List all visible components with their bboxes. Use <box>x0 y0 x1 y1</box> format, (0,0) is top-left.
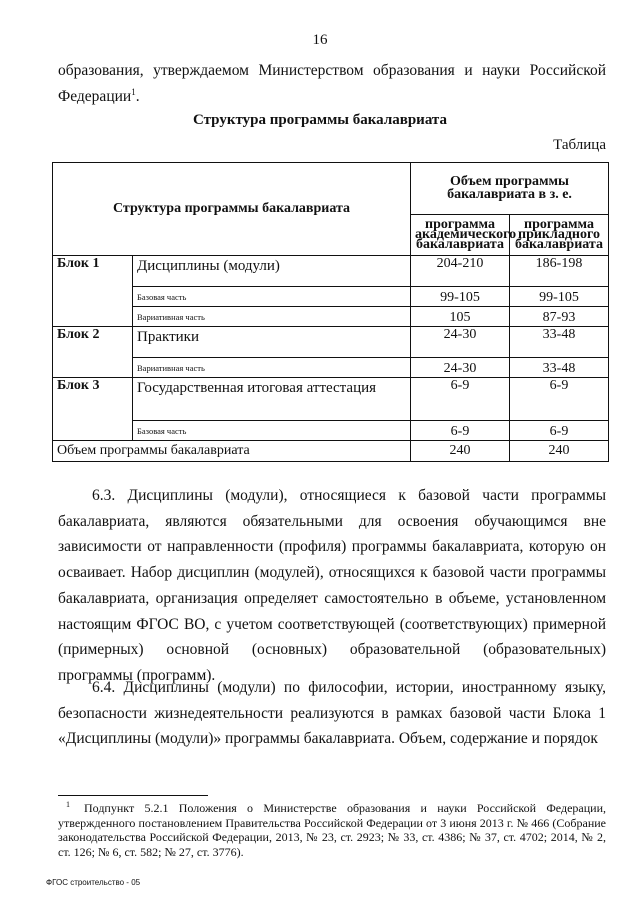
header-structure: Структура программы бакалавриата <box>53 163 411 256</box>
block-1-row-1-name: Базовая часть <box>133 287 411 307</box>
table-row <box>53 421 609 441</box>
block-1-name: Дисциплины (модули) <box>133 256 411 287</box>
block-2-row-1-applied: 33-48 <box>510 358 609 378</box>
block-2-row-1-name: Вариативная часть <box>133 358 411 378</box>
block-3-row-1-applied: 6-9 <box>510 421 609 441</box>
block-2-row-1-academic: 24-30 <box>411 358 510 378</box>
footnote-separator <box>58 795 208 796</box>
paragraph-6-3: 6.3. Дисциплины (модули), относящиеся к базовой части программы бакалавриата, являются обязательными для освоения обучающимся вне зависимости от направленности (профиля) программы бакалавриата, которую он осваивает. Набор дисциплин (модулей), относящихся к базовой части программы бакалавриата, организация определяет самостоятельно в объеме, установленном настоящим ФГОС ВО, с учетом соответствующей (соответствующих) примерной (примерных) основной (основных) образовательной (образовательных) программы (программ). <box>58 487 606 684</box>
header-applied: программа прикладного бакалавриата <box>510 214 609 255</box>
lead-line-2-text: Федерации <box>58 88 132 105</box>
block-1-academic: 204-210 <box>411 256 510 287</box>
footnote-text: Подпункт 5.2.1 Положения о Министерстве образования и науки Российской Федерации, утвержденного постановлением Правительства Российской Федерации от 3 июня 2013 г. № 466 (Собрание законодательства Российской Федерации, 2013, № 23, ст. 2923; № 33, ст. 4386; № 37, ст. 4702; 2014, № 2, ст. 126; № 6, ст. 582; № 27, ст. 3776). <box>58 801 606 860</box>
footnote-reference[interactable]: 1 <box>131 86 136 97</box>
table-title: Структура программы бакалавриата <box>193 112 447 128</box>
paragraph-6-4: 6.4. Дисциплины (модули) по философии, истории, иностранному языку, безопасности жизнедеятельности реализуются в рамках базовой части Блока 1 «Дисциплины (модули)» программы бакалавриата. Объем, содержание и порядок <box>58 679 606 748</box>
lead-line-1: образования, утверждаемом Министерством образования и науки Российской <box>58 62 606 79</box>
table-row <box>53 256 609 287</box>
block-3-academic: 6-9 <box>411 378 510 421</box>
total-name: Объем программы бакалавриата <box>53 441 411 462</box>
block-3-name: Государственная итоговая аттестация <box>133 378 411 421</box>
header-academic: программа академического бакалавриата <box>411 214 510 255</box>
table-row <box>53 358 609 378</box>
lead-line-2 <box>58 84 606 110</box>
table-total-row <box>53 441 609 462</box>
block-3-row-1-name: Базовая часть <box>133 421 411 441</box>
block-3-row-1-academic: 6-9 <box>411 421 510 441</box>
block-2-name: Практики <box>133 327 411 358</box>
block-2-label: Блок 2 <box>53 327 133 378</box>
program-structure-table <box>52 162 609 462</box>
block-1-row-1-academic: 99-105 <box>411 287 510 307</box>
block-2-applied: 33-48 <box>510 327 609 358</box>
table-row <box>53 378 609 421</box>
block-1-row-2-applied: 87-93 <box>510 307 609 327</box>
block-1-label: Блок 1 <box>53 256 133 327</box>
header-volume: Объем программы бакалавриата в з. е. <box>411 163 609 215</box>
lead-line-2-end: . <box>135 88 140 105</box>
block-3-applied: 6-9 <box>510 378 609 421</box>
table-row <box>53 327 609 358</box>
table-caption: Таблица <box>553 137 606 153</box>
table-header-row <box>53 163 609 215</box>
block-1-row-2-academic: 105 <box>411 307 510 327</box>
footnote <box>58 801 606 860</box>
footnote-mark: 1 <box>66 800 70 809</box>
lead-paragraph <box>58 58 606 110</box>
block-1-applied: 186-198 <box>510 256 609 287</box>
document-footer: ФГОС строительство - 05 <box>46 878 141 887</box>
block-2-academic: 24-30 <box>411 327 510 358</box>
total-applied: 240 <box>510 441 609 462</box>
table-row <box>53 307 609 327</box>
block-1-row-1-applied: 99-105 <box>510 287 609 307</box>
total-academic: 240 <box>411 441 510 462</box>
block-1-row-2-name: Вариативная часть <box>133 307 411 327</box>
page-number: 16 <box>312 32 328 48</box>
block-3-label: Блок 3 <box>53 378 133 441</box>
table-row <box>53 287 609 307</box>
